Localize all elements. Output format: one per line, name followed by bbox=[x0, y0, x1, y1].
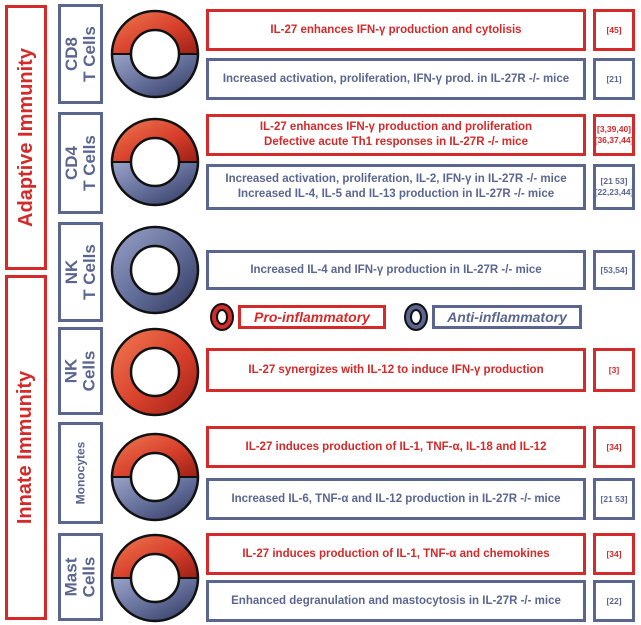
cd4-pro-ref-2: [36,37,44] bbox=[594, 135, 634, 145]
nk-pro-ref-text: [3] bbox=[608, 364, 620, 375]
mast-anti-text: Enhanced degranulation and mastocytosis in IL-27R -/- mice bbox=[231, 594, 561, 607]
cd8-pro-text: IL-27 enhances IFN-γ production and cytolisis bbox=[270, 23, 522, 36]
cd4-anti-ref-2: [22,23,44] bbox=[594, 187, 634, 197]
nk-pro-box bbox=[206, 348, 586, 392]
cd4-anti-text-1: Increased activation, proliferation, IL-2, IFN-γ in IL-27R -/- mice bbox=[225, 173, 567, 185]
cd4-anti-text-2: Increased IL-4, IL-5 and IL-13 production in IL-27R -/- mice bbox=[237, 188, 555, 200]
legend-anti-box bbox=[432, 305, 582, 329]
nkt-anti-ref-text: [53,54] bbox=[600, 264, 628, 275]
legend-pro-ring-icon bbox=[211, 304, 233, 330]
mono-pro-box bbox=[206, 426, 586, 468]
mono-anti-ref-text: [21 53] bbox=[600, 493, 628, 504]
legend-anti-ring-icon bbox=[405, 304, 427, 330]
cell-label-cd4-text: CD4 T Cells bbox=[61, 135, 99, 191]
mono-anti-text: Increased IL-6, TNF-α and IL-12 production in IL-27R -/- mice bbox=[231, 492, 561, 505]
cd4-pro-text-1: IL-27 enhances IFN-γ production and proliferation bbox=[259, 121, 533, 133]
mast-anti-ref bbox=[593, 580, 635, 622]
nkt-anti-text: Increased IL-4 and IFN-γ production in IL-27R -/- mice bbox=[250, 263, 542, 276]
mast-pro-text: IL-27 induces production of IL-1, TNF-α and chemokines bbox=[242, 547, 550, 560]
cd8-anti-ref-text: [21] bbox=[606, 73, 622, 84]
mast-pro-box bbox=[206, 533, 586, 575]
mono-anti-ref bbox=[593, 478, 635, 520]
mast-pro-ref bbox=[593, 533, 635, 575]
section-adaptive-label: Adaptive Immunity bbox=[14, 48, 37, 227]
mono-pro-text: IL-27 induces production of IL-1, TNF-α, IL-18 and IL-12 bbox=[245, 440, 547, 453]
mast-anti-ref-text: [22] bbox=[606, 595, 622, 606]
legend-anti-label: Anti-inflammatory bbox=[447, 309, 567, 325]
mono-pro-ref bbox=[593, 426, 635, 468]
mono-pro-ref-text: [34] bbox=[606, 441, 622, 452]
cd4-pro-text-2: Defective acute Th1 responses in IL-27R -/- mice bbox=[264, 136, 528, 148]
mast-anti-box bbox=[206, 580, 586, 622]
cd8-anti-text: Increased activation, proliferation, IFN-γ prod. in IL-27R -/- mice bbox=[222, 72, 570, 85]
cd8-pro-ref-text: [45] bbox=[606, 24, 622, 35]
cd4-anti-ref-1: [21 53] bbox=[600, 176, 628, 186]
cd4-pro-ref-1: [3,39,40] bbox=[596, 124, 632, 134]
legend-pro-box bbox=[238, 305, 386, 329]
cell-label-cd8-text: CD8 T Cells bbox=[61, 26, 99, 82]
cell-label-monocytes-text: Monocytes bbox=[73, 441, 88, 505]
section-innate-label: Innate Immunity bbox=[14, 370, 37, 525]
cell-label-nk-text: NK Cells bbox=[61, 350, 99, 392]
cell-label-mast-text: Mast Cells bbox=[61, 556, 99, 598]
mono-anti-box bbox=[206, 478, 586, 520]
nk-pro-text: IL-27 synergizes with IL-12 to induce IFN-γ production bbox=[248, 363, 544, 376]
mast-pro-ref-text: [34] bbox=[606, 548, 622, 559]
legend-pro-label: Pro-inflammatory bbox=[254, 309, 370, 325]
nk-pro-ref bbox=[593, 348, 635, 392]
cell-label-nkt-text: NK T Cells bbox=[61, 244, 99, 300]
